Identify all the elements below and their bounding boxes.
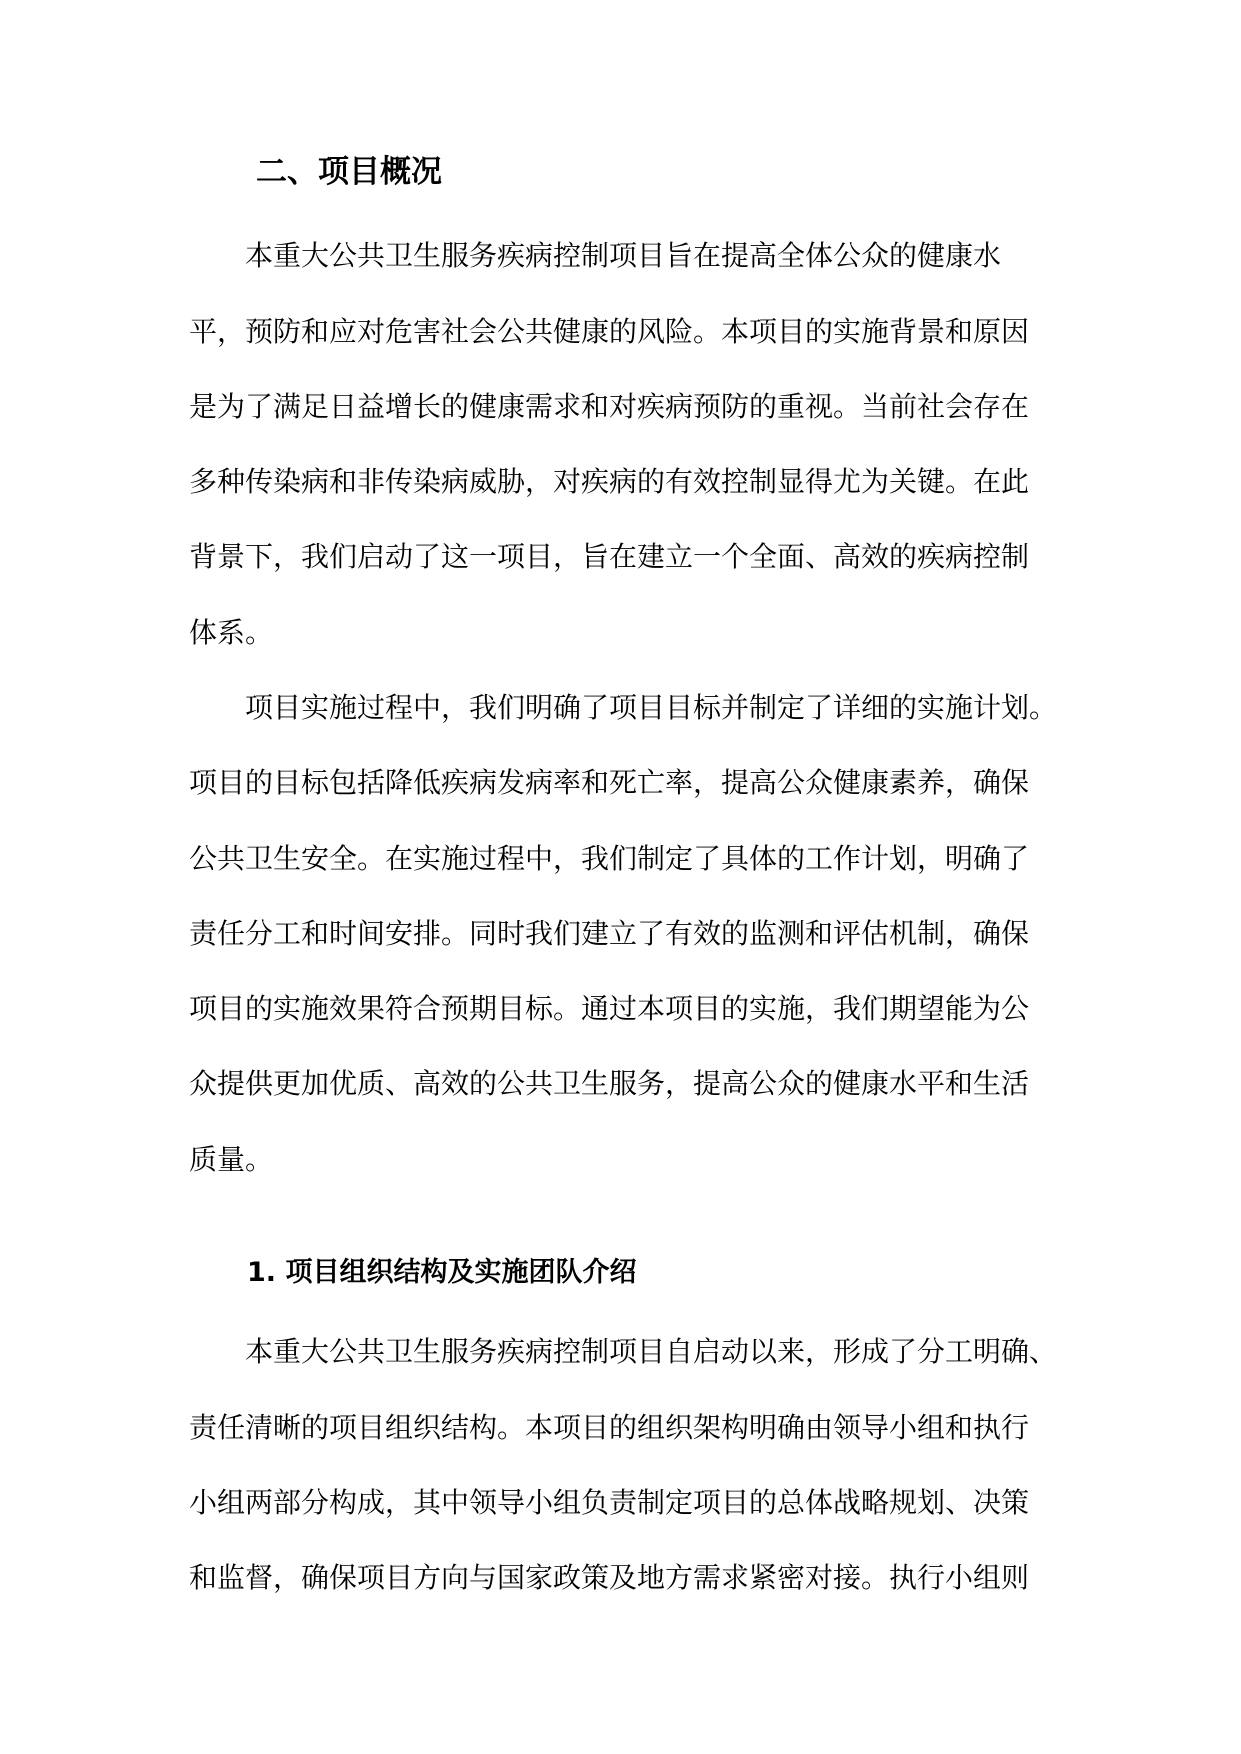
paragraph-line: 和监督，确保项目方向与国家政策及地方需求紧密对接。执行小组则 <box>189 1561 1030 1594</box>
paragraph-line: 众提供更加优质、高效的公共卫生服务，提高公众的健康水平和生活 <box>189 1067 1030 1100</box>
paragraph-line: 小组两部分构成，其中领导小组负责制定项目的总体战略规划、决策 <box>189 1486 1030 1519</box>
paragraph-line: 质量。 <box>189 1143 274 1176</box>
paragraph-line: 是为了满足日益增长的健康需求和对疾病预防的重视。当前社会存在 <box>189 390 1030 423</box>
paragraph-line: 项目的实施效果符合预期目标。通过本项目的实施，我们期望能为公 <box>189 992 1030 1025</box>
paragraph-line: 责任分工和时间安排。同时我们建立了有效的监测和评估机制，确保 <box>189 917 1030 950</box>
paragraph-line: 背景下，我们启动了这一项目，旨在建立一个全面、高效的疾病控制 <box>189 540 1030 573</box>
section-heading: 二、项目概况 <box>256 154 442 190</box>
paragraph-line: 责任清晰的项目组织结构。本项目的组织架构明确由领导小组和执行 <box>189 1411 1030 1444</box>
subsection-heading: 1. 项目组织结构及实施团队介绍 <box>247 1257 637 1288</box>
paragraph-line: 项目实施过程中，我们明确了项目目标并制定了详细的实施计划。 <box>245 691 1058 724</box>
paragraph-line: 本重大公共卫生服务疾病控制项目旨在提高全体公众的健康水 <box>245 239 1002 272</box>
paragraph-line: 项目的目标包括降低疾病发病率和死亡率，提高公众健康素养，确保 <box>189 766 1030 799</box>
paragraph-line: 公共卫生安全。在实施过程中，我们制定了具体的工作计划，明确了 <box>189 842 1030 875</box>
paragraph-line: 体系。 <box>189 616 274 649</box>
paragraph-line: 本重大公共卫生服务疾病控制项目自启动以来，形成了分工明确、 <box>245 1335 1058 1368</box>
paragraph-line: 多种传染病和非传染病威胁，对疾病的有效控制显得尤为关键。在此 <box>189 465 1030 498</box>
paragraph-line: 平，预防和应对危害社会公共健康的风险。本项目的实施背景和原因 <box>189 315 1030 348</box>
